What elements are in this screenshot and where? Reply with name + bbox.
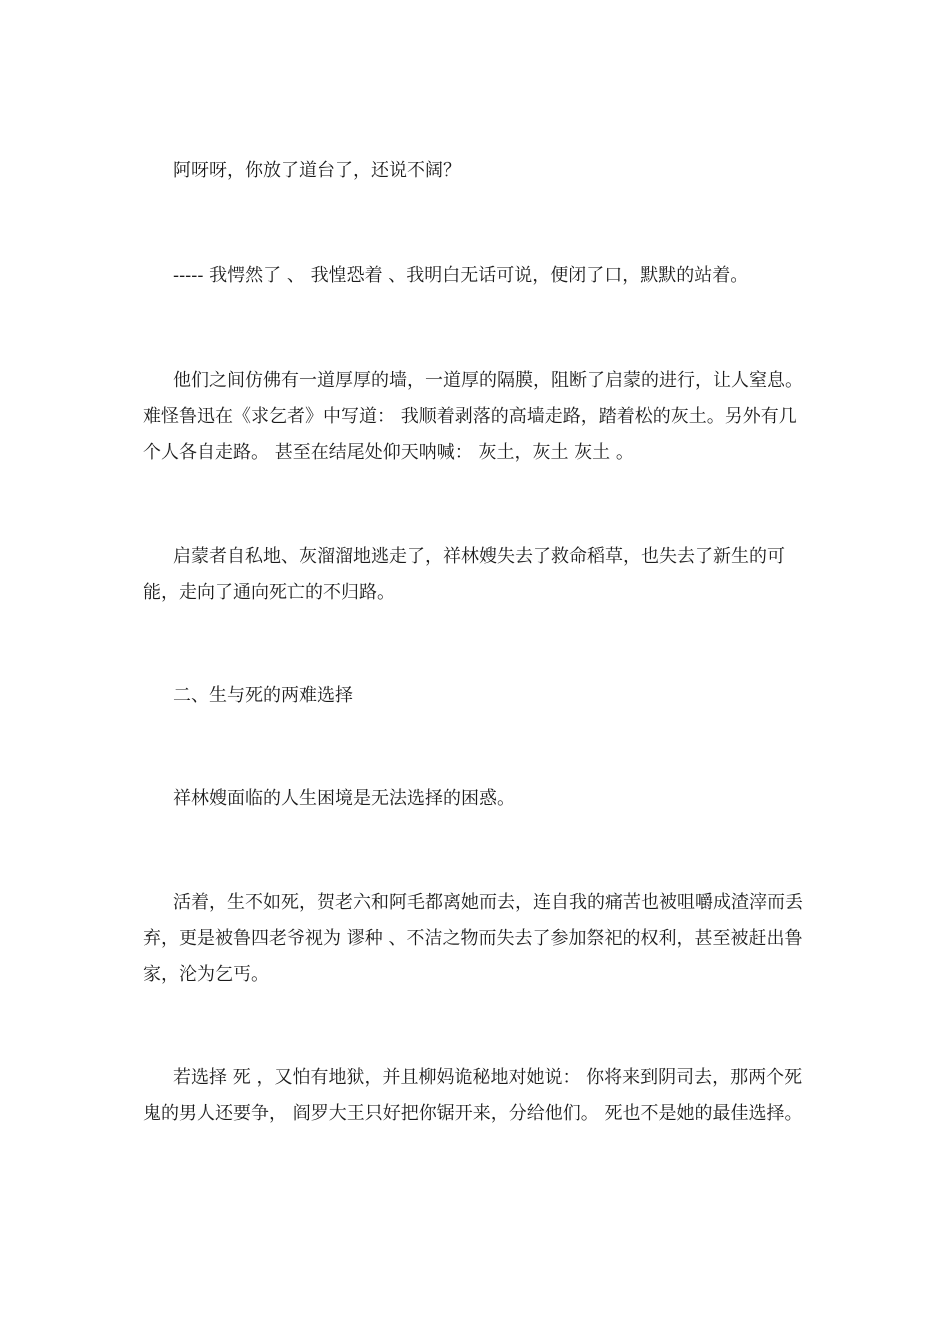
paragraph-exclamation: 阿呀呀，你放了道台了，还说不阔？ — [173, 160, 461, 181]
section-heading: 二、生与死的两难选择 — [173, 685, 353, 706]
paragraph-dialogue-response: ----- 我愕然了 、 我惶恐着 、我明白无话可说，便闭了口，默默的站着。 — [173, 265, 749, 286]
paragraph-living: 活着，生不如死，贺老六和阿毛都离她而去，连自我的痛苦也被咀嚼成渣滓而丢弃，更是被鲁四老爷视为 谬种 、不洁之物而失去了参加祭祀的权利，甚至被赶出鲁家，沦为乞丐。 — [143, 892, 803, 985]
paragraph-enlightener-escape: 启蒙者自私地、灰溜溜地逃走了，祥林嫂失去了救命稻草，也失去了新生的可能，走向了通向死亡的不归路。 — [143, 546, 785, 603]
paragraph-wall-metaphor: 他们之间仿佛有一道厚厚的墙，一道厚的隔膜，阻断了启蒙的进行，让人窒息。难怪鲁迅在《求乞者》中写道： 我顺着剥落的高墙走路，踏着松的灰土。另外有几个人各自走路。 甚至在结尾处仰天呐喊： 灰土，灰土 灰土 。 — [143, 370, 803, 463]
paragraph-dying: 若选择 死 ，又怕有地狱，并且柳妈诡秘地对她说： 你将来到阴司去，那两个死鬼的男人还要争， 阎罗大王只好把你锯开来，分给他们。 死也不是她的最佳选择。 — [143, 1067, 803, 1124]
paragraph-dilemma-intro: 祥林嫂面临的人生困境是无法选择的困惑。 — [173, 788, 515, 809]
